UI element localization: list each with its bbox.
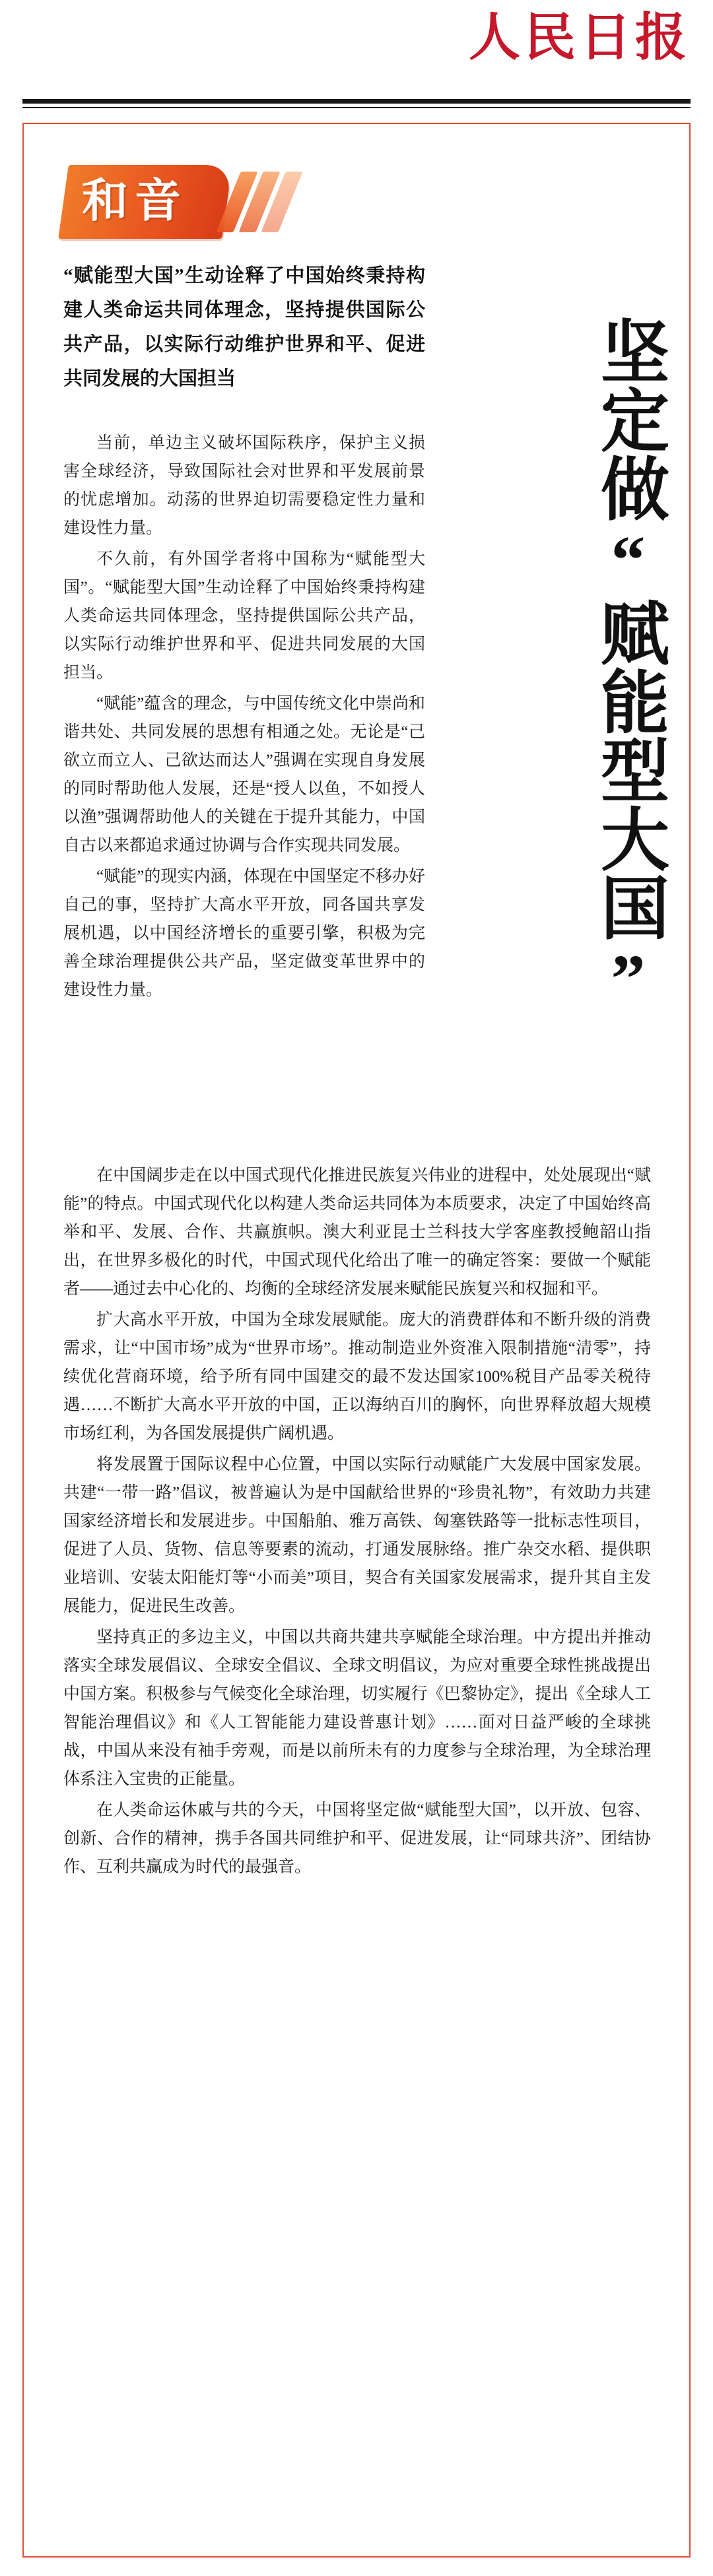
masthead-title: 人民日报 [468, 9, 691, 66]
paragraph: 在人类命运休戚与共的今天，中国将坚定做“赋能型大国”，以开放、包容、创新、合作的精神，携手各国共同维护和平、促进发展，让“同球共济”、团结协作、互利共赢成为时代的最强音。 [63, 1801, 651, 1876]
article-headline: 坚定做“赋能型大国” [590, 316, 666, 1017]
paragraph: 扩大高水平开放，中国为全球发展赋能。庞大的消费群体和不断升级的消费需求，让“中国市场”成为“世界市场”。推动制造业外资准入限制措施“清零”，持续优化营商环境，给予所有同中国建交的最不发达国家100%税目产品零关税待遇……不断扩大高水平开放的中国，正以海纳百川的胸怀，向世界释放超大规模市场红利，为各国发展提供广阔机遇。 [63, 1311, 651, 1442]
paragraph: 在中国阔步走在以中国式现代化推进民族复兴伟业的进程中，处处展现出“赋能”的特点。中国式现代化以构建人类命运共同体为本质要求，决定了中国始终高举和平、发展、合作、共赢旗帜。澳大利亚昆士兰科技大学客座教授鲍韶山指出，在世界多极化的时代，中国式现代化给出了唯一的确定答案：要做一个赋能者——通过去中心化的、均衡的全球经济发展来赋能民族复兴和权掘和平。 [63, 1167, 651, 1298]
masthead-divider-thick [22, 99, 691, 104]
masthead [413, 9, 691, 91]
article-standfirst: “赋能型大国”生动诠释了中国始终秉持构建人类命运共同体理念，坚持提供国际公共产品，以实际行动维护世界和平、促进共同发展的大国担当 [63, 265, 425, 389]
paragraph: “赋能”蕴含的理念，与中国传统文化中崇尚和谐共处、共同发展的思想有相通之处。无论是“己欲立而立人、己欲达而达人”强调在实现自身发展的同时帮助他人发展，还是“授人以鱼，不如授人以渔”强调帮助他人的关键在于提升其能力，中国自古以来都追求通过协调与合作实现共同发展。 [63, 695, 425, 854]
article-body-narrow [63, 429, 425, 1007]
article-body-wide [63, 1161, 651, 1884]
section-banner [63, 165, 281, 239]
masthead-divider-thin [22, 107, 691, 108]
section-banner-label: 和音 [82, 176, 187, 227]
paragraph: 坚持真正的多边主义，中国以共商共建共享赋能全球治理。中方提出并推动落实全球发展倡议、全球安全倡议、全球文明倡议，为应对重要全球性挑战提出中国方案。积极参与气候变化全球治理，切实履行《巴黎协定》，提出《全球人工智能治理倡议》和《人工智能能力建设普惠计划》……面对日益严峻的全球挑战，中国从来没有袖手旁观，而是以前所未有的力度参与全球治理，为全球治理体系注入宝贵的正能量。 [63, 1628, 651, 1788]
paragraph: “赋能”的现实内涵，体现在中国坚定不移办好自己的事，坚持扩大高水平开放，同各国共享发展机遇，以中国经济增长的重要引擎，积极为完善全球治理提供公共产品，坚定做变革世界中的建设性力量。 [63, 868, 425, 999]
paragraph: 当前，单边主义破坏国际秩序，保护主义损害全球经济，导致国际社会对世界和平发展前景的忧虑增加。动荡的世界迫切需要稳定性力量和建设性力量。 [63, 434, 425, 537]
paragraph: 将发展置于国际议程中心位置，中国以实际行动赋能广大发展中国家发展。共建“一带一路”倡议，被普遍认为是中国献给世界的“珍贵礼物”，有效助力共建国家经济增长和发展进步。中国船舶、雅万高铁、匈塞铁路等一批标志性项目，促进了人员、货物、信息等要素的流动，打通发展脉络。推广杂交水稻、提供职业培训、安装太阳能灯等“小而美”项目，契合有关国家发展需求，提升其自主发展能力，促进民生改善。 [63, 1456, 651, 1615]
paragraph: 不久前，有外国学者将中国称为“赋能型大国”。“赋能型大国”生动诠释了中国始终秉持构建人类命运共同体理念，坚持提供国际公共产品，以实际行动维护世界和平、促进共同发展的大国担当。 [63, 550, 425, 682]
